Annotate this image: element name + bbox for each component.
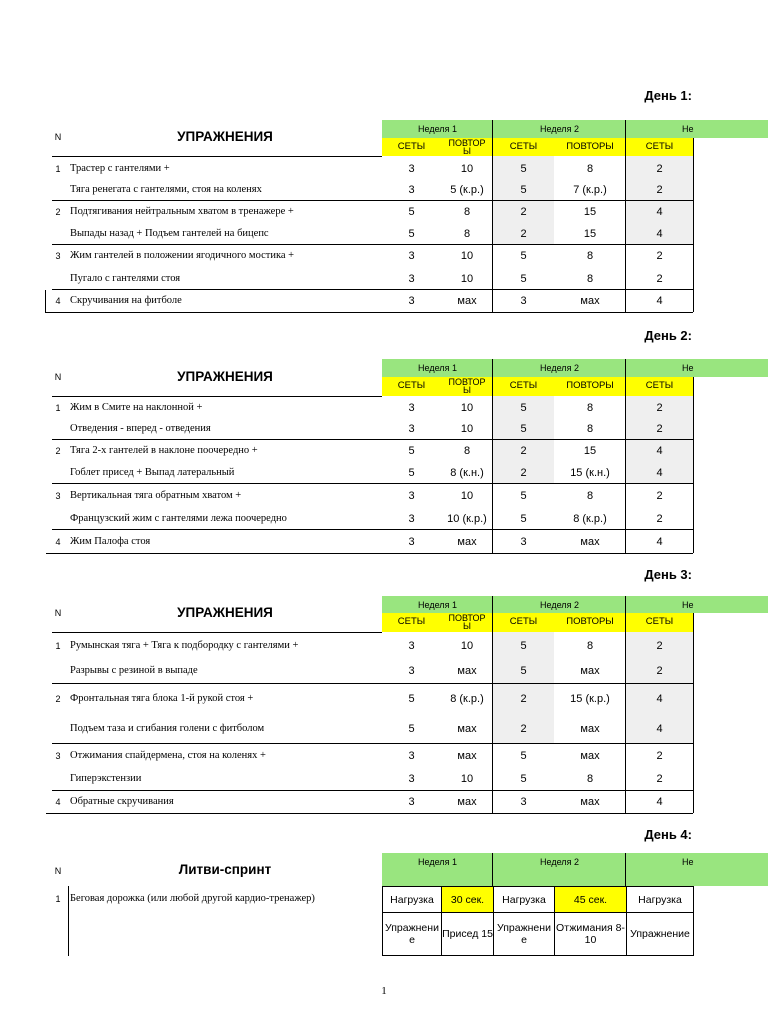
week2-sets: 2 [520,206,527,218]
week3-sets: 2 [656,512,663,525]
day-title: День 2: [644,328,692,343]
week1-sets: 3 [408,423,415,435]
group-divider [52,743,693,744]
week2-sets: 2 [520,693,527,705]
week1-reps: мах [457,295,477,307]
exercise-value-w2: Отжимания 8-10 [554,912,627,956]
exercise-name: Тяга 2-х гантелей в наклоне поочередно + [70,445,258,456]
exercise-name: Обратные скручивания [70,796,174,807]
week1-sets: 5 [408,445,415,457]
sets-header-w1: СЕТЫ [397,141,426,152]
week1-reps: мах [457,749,477,762]
exercise-name: Подтягивания нейтральным хватом в тренажере + [70,206,294,217]
week1-reps: мах [457,723,477,735]
week1-sets: 3 [408,640,415,652]
exercise-number: 1 [55,641,61,651]
week2-reps: мах [580,535,600,548]
week3-sets: 2 [656,250,663,262]
week2-sets: 5 [520,749,527,762]
week1-sets: 3 [408,665,415,677]
exercise-number: 2 [55,446,61,456]
week2-sets: 2 [520,445,527,457]
week1-reps: 10 [460,640,474,652]
week3-header-ext [693,596,768,613]
week2-sets: 5 [520,162,527,175]
exercise-label-w3: Упражнение [626,912,694,956]
week2-reps: 15 (к.р.) [570,693,610,705]
sets-header-w2: СЕТЫ [509,616,538,627]
header-line [52,632,382,633]
exercise-number: 2 [55,694,61,704]
exercise-name: Фронтальная тяга блока 1-й рукой стоя + [70,693,254,704]
week1-reps: 10 (к.р.) [447,512,487,525]
week3-header: Не [682,363,694,373]
week2-reps: мах [580,749,600,762]
week1-reps: 10 [460,401,474,414]
week2-sets: 5 [520,512,527,525]
week3-sets: 2 [656,640,663,652]
page-number: 1 [381,985,387,997]
group-divider [52,200,693,201]
week2-sets: 5 [520,250,527,262]
exercise-number: 1 [55,894,61,904]
week1-sets: 3 [408,489,415,502]
group-divider [52,244,693,245]
week3-sets: 4 [656,467,663,479]
week2-header: Неделя 2 [540,124,579,134]
day4-left-border [68,886,69,956]
table-bottom [46,312,693,313]
week3-header: Не [682,857,694,867]
group-divider [52,529,693,530]
exercise-name: Пугало с гантелями стоя [70,272,181,284]
week1-header: Неделя 1 [418,600,457,610]
week3-sets: 4 [656,535,663,548]
load-label-w1: Нагрузка [382,886,442,913]
week1-sets: 5 [408,723,415,735]
week1-sets: 3 [408,272,415,285]
week3-sets: 2 [656,272,663,285]
week2-reps: мах [580,665,600,677]
exercise-label-w2: Упражнени е [493,912,555,956]
week3-header-ext [693,359,768,377]
reps-header-w2: ПОВТОРЫ [566,141,614,152]
exercise-name: Гоблет присед + Выпад латеральный [70,467,235,478]
week2-reps: 15 [583,445,597,457]
week3-sets: 2 [656,423,663,435]
week3-sets: 2 [656,162,663,175]
group-divider [52,483,693,484]
week3-sets: 2 [656,489,663,502]
week3-header: Не [682,124,694,134]
week2-sets: 5 [520,272,527,285]
week3-sets: 2 [656,401,663,414]
week2-reps: 15 [583,206,597,218]
exercise-number: 2 [55,207,61,217]
week1-sets: 3 [408,796,415,808]
week2-sets: 2 [520,228,527,240]
week2-sets: 3 [520,295,527,307]
exercise-value-w1: Присед 15 [441,912,494,956]
week3-header: Не [682,600,694,610]
table-bottom [46,813,693,814]
day-title: День 3: [644,567,692,582]
exercise-name: Вертикальная тяга обратным хватом + [70,489,242,501]
column-n-header: N [54,866,62,876]
exercise-name: Жим в Смите на наклонной + [70,401,203,413]
reps-header-w1-l2: Ы [463,621,471,631]
divider-week3 [693,138,694,312]
exercise-number: 1 [55,163,61,174]
week3-sets: 2 [656,184,663,196]
week1-sets: 3 [408,295,415,307]
table-bottom [46,553,693,554]
week1-reps: 8 [463,206,471,218]
week2-reps: 15 [583,228,597,240]
week2-reps: 8 [586,423,594,435]
week1-reps: 10 [460,489,474,502]
group-divider [52,439,693,440]
reps-header-w1-l1: ПОВТОР [448,138,486,148]
week1-sets: 3 [408,773,415,785]
column-n-header: N [54,132,62,142]
exercise-name: Румынская тяга + Тяга к подбородку с гантелями + [70,640,299,651]
week2-reps: мах [580,796,600,808]
week2-reps: 8 [586,401,594,414]
week1-header: Неделя 1 [418,857,457,867]
week1-sets: 3 [408,512,415,525]
divider-week2 [625,853,626,886]
exercise-number: 3 [55,750,61,761]
week2-header: Неделя 2 [540,600,579,610]
exercise-name: Беговая дорожка (или любой другой кардио-тренажер) [70,893,315,904]
sets-header-w1: СЕТЫ [397,380,426,391]
reps-header-w1-l2: Ы [463,385,471,395]
exercise-label-w1: Упражнени е [382,912,442,956]
week2-reps: 8 [586,773,594,785]
week2-sets: 2 [520,723,527,735]
exercise-name: Отжимания спайдермена, стоя на коленях + [70,749,266,761]
week2-reps: 8 [586,162,594,175]
group-divider [52,790,693,791]
week1-reps: 8 [463,445,471,457]
week2-reps: 8 [586,640,594,652]
week1-reps: 10 [460,272,474,285]
week1-reps: 8 [463,228,471,240]
week1-reps: мах [457,665,477,677]
column-n-header: N [54,608,62,618]
week3-sets: 4 [656,228,663,240]
reps-header-w2: ПОВТОРЫ [566,380,614,391]
week2-header: Неделя 2 [540,857,579,867]
load-value-w1: 30 сек. [441,886,494,913]
exercises-header: УПРАЖНЕНИЯ [177,129,273,144]
week1-sets: 5 [408,206,415,218]
column-n-header: N [54,371,62,382]
week1-sets: 5 [408,467,415,479]
group-divider [52,289,693,290]
divider-week3 [693,377,694,553]
exercise-name: Подъем таза и сгибания голени с фитболом [70,723,265,734]
week3-sets: 4 [656,445,663,457]
week2-sets: 5 [520,184,527,196]
week2-sets: 5 [520,489,527,502]
week3-sets: 2 [656,665,663,677]
week1-reps: 8 (к.н.) [450,467,484,479]
week1-reps: мах [457,796,477,808]
week3-header-ext [693,120,768,138]
week2-sets: 2 [520,467,527,479]
week2-reps: 8 [586,272,594,285]
week1-header: Неделя 1 [418,363,457,373]
exercise-name: Гиперэкстензии [70,773,142,784]
week3-sets: 2 [656,773,663,785]
exercise-name: Жим гантелей в положении ягодичного мостика + [70,250,295,261]
week1-header: Неделя 1 [418,124,457,134]
sets-header-w3: СЕТЫ [645,141,674,152]
week1-sets: 3 [408,162,415,175]
week1-sets: 3 [408,749,415,762]
exercise-name: Скручивания на фитболе [70,295,182,306]
exercise-name: Французский жим с гантелями лежа поочередно [70,512,287,524]
row4-left-border [45,290,46,313]
week3-sets: 4 [656,206,663,218]
group-divider [52,683,693,684]
exercise-number: 3 [55,490,61,501]
sets-header-w1: СЕТЫ [397,616,426,627]
week2-sets: 3 [520,796,527,808]
week1-sets: 3 [408,250,415,262]
week1-reps: 5 (к.р.) [450,184,484,196]
week1-reps: мах [457,535,477,548]
reps-header-w1-l1: ПОВТОР [448,613,486,623]
week3-sets: 4 [656,723,663,735]
divider-week3 [693,613,694,813]
day-title: День 4: [644,827,692,842]
week2-sets: 3 [520,535,527,548]
week2-reps: 8 [586,489,594,502]
week3-sets: 4 [656,693,663,705]
header-line [52,396,382,397]
divider-week1 [492,853,493,886]
sets-header-w3: СЕТЫ [645,616,674,627]
exercise-number: 4 [55,536,61,547]
week1-sets: 3 [408,535,415,548]
exercise-name: Трастер с гантелями + [70,162,170,174]
exercise-number: 4 [55,797,61,807]
exercises-header: УПРАЖНЕНИЯ [177,368,273,384]
sets-header-w3: СЕТЫ [645,380,674,391]
sets-header-w2: СЕТЫ [509,141,538,152]
exercise-name: Тяга ренегата с гантелями, стоя на коленях [70,184,262,195]
header-line [52,156,382,157]
week2-reps: 8 (к.р.) [573,512,607,525]
week3-sets: 4 [656,295,663,307]
exercise-number: 4 [55,296,61,306]
exercise-name: Отведения - вперед - отведения [70,423,211,434]
load-label-w2: Нагрузка [493,886,555,913]
week1-sets: 3 [408,184,415,196]
exercise-name: Выпады назад + Подъем гантелей на бицепс [70,228,269,239]
week2-reps: мах [580,295,600,307]
week2-sets: 5 [520,423,527,435]
week1-reps: 10 [460,773,474,785]
week2-reps: 7 (к.р.) [573,184,607,196]
week1-sets: 5 [408,693,415,705]
week1-reps: 10 [460,423,474,435]
load-label-w3: Нагрузка [626,886,694,913]
sets-header-w2: СЕТЫ [509,380,538,391]
week1-sets: 5 [408,228,415,240]
week2-sets: 5 [520,640,527,652]
week1-reps: 10 [460,162,474,175]
week2-sets: 5 [520,773,527,785]
reps-header-w1-l1: ПОВТОР [448,377,486,387]
week2-reps: 15 (к.н.) [570,467,610,479]
week3-sets: 2 [656,749,663,762]
sprint-header: Литви-спринт [178,862,272,877]
week1-reps: 8 (к.р.) [450,693,484,705]
exercises-header: УПРАЖНЕНИЯ [177,605,273,620]
week2-reps: мах [580,723,600,735]
exercise-number: 1 [55,402,61,413]
week1-reps: 10 [460,250,474,262]
exercise-number: 3 [55,251,61,261]
week2-header: Неделя 2 [540,363,579,373]
week2-sets: 5 [520,401,527,414]
week3-sets: 4 [656,796,663,808]
week2-reps: 8 [586,250,594,262]
day-title: День 1: [644,88,692,103]
exercise-name: Разрывы с резиной в выпаде [70,665,198,676]
reps-header-w1-l2: Ы [463,146,471,156]
exercise-name: Жим Палофа стоя [70,535,151,547]
load-value-w2: 45 сек. [554,886,627,913]
week1-sets: 3 [408,401,415,414]
reps-header-w2: ПОВТОРЫ [566,616,614,627]
week2-sets: 5 [520,665,527,677]
